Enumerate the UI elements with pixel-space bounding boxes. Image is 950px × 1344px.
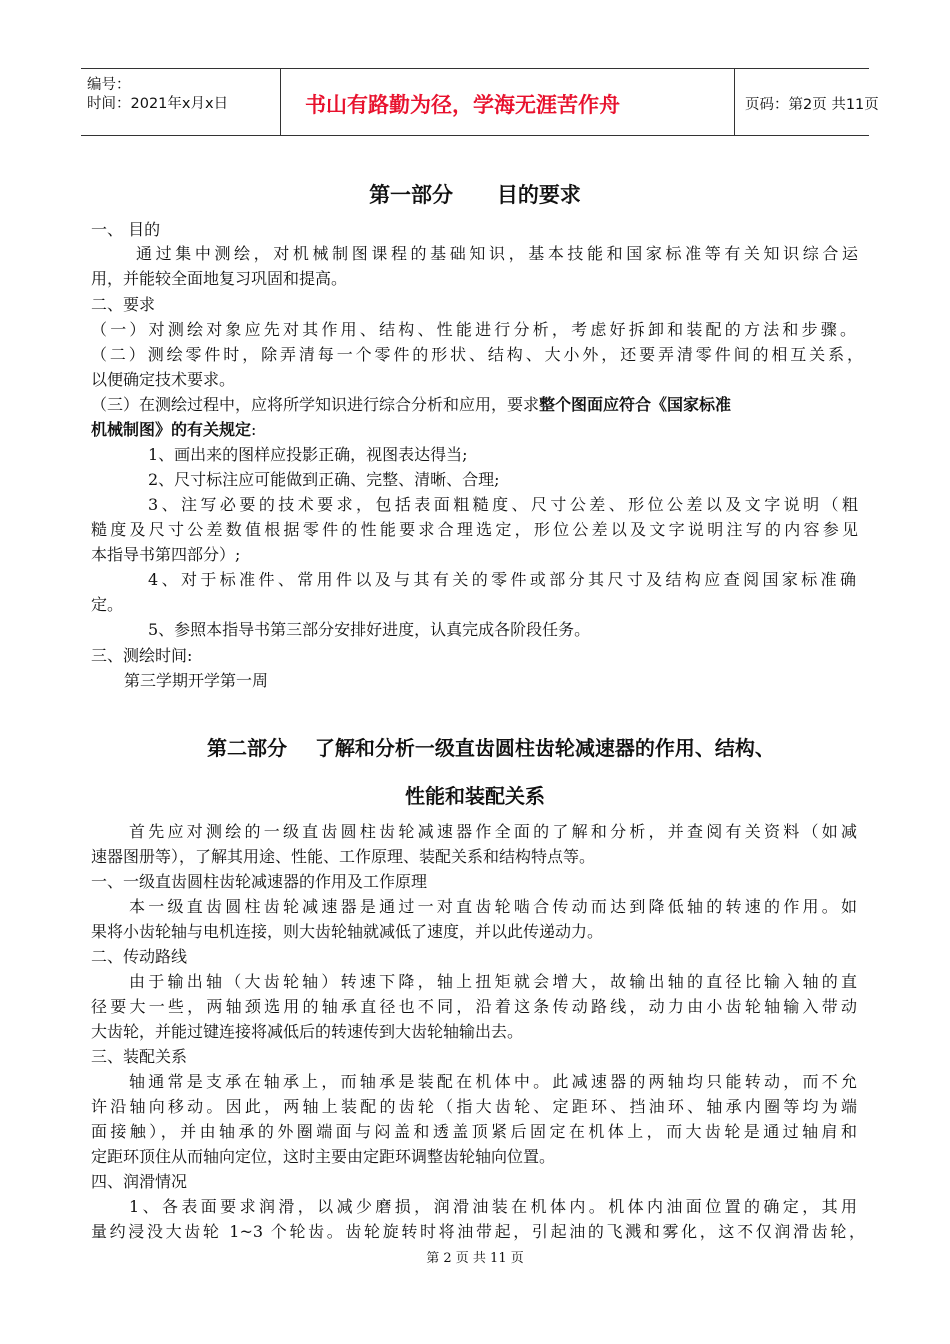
p1-rule: 4、对于标准件、常用件以及与其有关的零件或部分其尺寸及结构应查阅国家标准确 bbox=[148, 570, 856, 589]
p2-intro-line: 速器图册等），了解其用途、性能、工作原理、装配关系和结构特点等。 bbox=[91, 847, 596, 866]
time-label: 时间：2021年x月x日 bbox=[87, 96, 229, 112]
p1-s1-line: 用，并能较全面地复习巩固和提高。 bbox=[91, 269, 348, 288]
p1-s2-item-text: : bbox=[251, 420, 257, 439]
p1-s3-text: 第三学期开学第一周 bbox=[124, 671, 269, 690]
p1-s2-heading: 二、要求 bbox=[91, 295, 156, 314]
p2-s1-heading: 一、一级直齿圆柱齿轮减速器的作用及工作原理 bbox=[91, 872, 428, 891]
p2-s3-heading: 三、装配关系 bbox=[91, 1047, 188, 1066]
header-table bbox=[81, 68, 879, 136]
header-page-cell bbox=[735, 69, 879, 135]
part2-title: 第二部分 了解和分析一级直齿圆柱齿轮减速器的作用、结构、 bbox=[207, 736, 775, 760]
p2-s2-line: 由于输出轴（大齿轮轴）转速下降，轴上扭矩就会增大，故输出轴的直径比输入轴的直 bbox=[129, 972, 857, 991]
p2-s4-line: 1、各表面要求润滑，以减少磨损，润滑油装在机体内。机体内油面位置的确定，其用 bbox=[129, 1197, 857, 1216]
p2-s3-line: 轴通常是支承在轴承上，而轴承是装配在机体中。此减速器的两轴均只能转动，而不允 bbox=[129, 1072, 857, 1091]
p1-rule: 糙度及尺寸公差数值根据零件的性能要求合理选定，形位公差以及文字说明注写的内容参见 bbox=[91, 520, 858, 539]
part1-title: 第一部分 目的要求 bbox=[369, 183, 581, 207]
p2-intro-line: 首先应对测绘的一级直齿圆柱齿轮减速器作全面的了解和分析，并查阅有关资料（如减 bbox=[129, 822, 857, 841]
p1-s2-item: （二）测绘零件时，除弄清每一个零件的形状、结构、大小外，还要弄清零件间的相互关系， bbox=[91, 345, 863, 364]
p2-s2-line: 径要大一些，两轴颈选用的轴承直径也不同，沿着这条传动路线，动力由小齿轮轴输入带动 bbox=[91, 997, 857, 1016]
p1-rule: 本指导书第四部分）; bbox=[91, 545, 241, 564]
p1-s2-item-emphasis: 整个图面应符合《国家标准 bbox=[539, 395, 732, 414]
p1-rule: 5、参照本指导书第三部分安排好进度，认真完成各阶段任务。 bbox=[148, 620, 591, 639]
p2-s4-line: 量约浸没大齿轮 1~3 个轮齿。齿轮旋转时将油带起，引起油的飞溅和雾化，这不仅润滑齿轮， bbox=[91, 1222, 865, 1241]
p2-s2-heading: 二、传动路线 bbox=[91, 947, 188, 966]
p2-s3-line: 面接触），并由轴承的外圈端面与闷盖和透盖顶紧后固定在机体上，而大齿轮是通过轴肩和 bbox=[91, 1122, 857, 1141]
p1-s1-line: 通过集中测绘，对机械制图课程的基础知识，基本技能和国家标准等有关知识综合运 bbox=[136, 244, 858, 263]
p2-s3-line: 定距环顶住从而轴向定位，这时主要由定距环调整齿轮轴向位置。 bbox=[91, 1147, 556, 1166]
number-label: 编号： bbox=[87, 77, 131, 93]
p1-s2-item: 以便确定技术要求。 bbox=[91, 370, 236, 389]
p1-rule: 定。 bbox=[91, 595, 124, 614]
p1-rule: 1、画出来的图样应投影正确，视图表达得当; bbox=[148, 445, 468, 464]
p1-s3-heading: 三、测绘时间: bbox=[91, 646, 193, 665]
p1-rule: 2、尺寸标注应可能做到正确、完整、清晰、合理; bbox=[148, 470, 500, 489]
p2-s1-line: 果将小齿轮轴与电机连接，则大齿轮轴就减低了速度，并以此传递动力。 bbox=[91, 922, 604, 941]
p1-s2-item-emphasis: 机械制图》的有关规定 bbox=[91, 420, 252, 439]
p1-s2-item bbox=[91, 393, 731, 417]
p2-s1-line: 本一级直齿圆柱齿轮减速器是通过一对直齿轮啮合传动而达到降低轴的转速的作用。如 bbox=[129, 897, 857, 916]
p1-s1-heading: 一、 目的 bbox=[91, 220, 161, 239]
p1-s2-item-text: （三）在测绘过程中，应将所学知识进行综合分析和应用，要求 bbox=[91, 395, 540, 414]
header-meta-cell bbox=[81, 69, 281, 135]
page-info: 页码：第2页 共11页 bbox=[745, 97, 879, 113]
p1-s2-item bbox=[91, 418, 256, 442]
p2-s3-line: 许沿轴向移动。因此，两轴上装配的齿轮（指大齿轮、定距环、挡油环、轴承内圈等均为端 bbox=[91, 1097, 857, 1116]
page-footer: 第 2 页 共 11 页 bbox=[426, 1251, 524, 1266]
p1-s2-item: （一）对测绘对象应先对其作用、结构、性能进行分析，考虑好拆卸和装配的方法和步骤。 bbox=[91, 320, 856, 339]
p2-s2-line: 大齿轮，并能过键连接将减低后的转速传到大齿轮轴输出去。 bbox=[91, 1022, 524, 1041]
p2-s4-heading: 四、润滑情况 bbox=[91, 1172, 188, 1191]
header-motto-cell bbox=[281, 69, 735, 135]
motto-text: 书山有路勤为径，学海无涯苦作舟 bbox=[305, 93, 620, 117]
p1-rule: 3、注写必要的技术要求，包括表面粗糙度、尺寸公差、形位公差以及文字说明（粗 bbox=[148, 495, 858, 514]
part2-title-cont: 性能和装配关系 bbox=[405, 784, 545, 808]
